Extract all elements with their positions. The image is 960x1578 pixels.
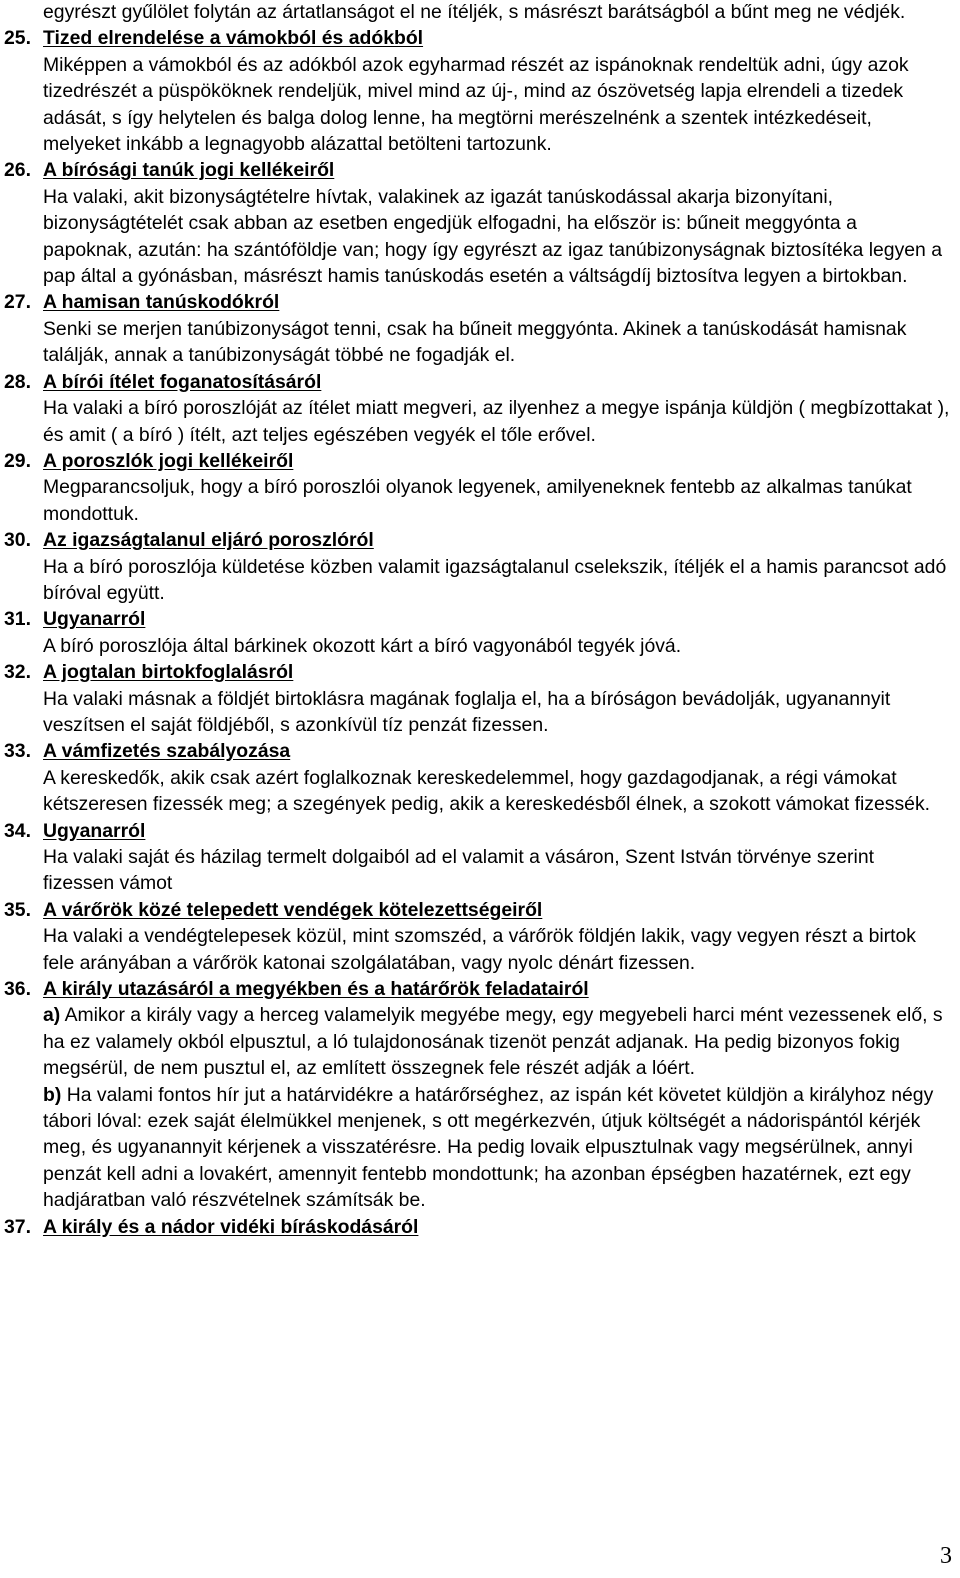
section-34 (0, 818, 960, 897)
section-body: Ha valaki saját és házilag termelt dolgaiból ad el valamit a vásáron, Szent István törvénye szerint fizessen vámot (43, 846, 874, 895)
section-title: A király utazásáról a megyékben és a határőrök feladatairól (43, 978, 589, 1001)
section-body: Ha valaki másnak a földjét birtoklásra magának foglalja el, ha a bíróságon bevádolják, ugyanannyit veszítsen el saját földjéből, s azonkívül tíz penzát fizessen. (43, 687, 891, 736)
section-number: 37. (4, 1215, 31, 1238)
section-title: A poroszlók jogi kellékeiről (43, 449, 294, 472)
section-title: Ugyanarról (43, 819, 146, 842)
section-title: A hamisan tanúskodókról (43, 291, 280, 314)
section-number: 31. (4, 608, 31, 631)
section-number: 28. (4, 370, 31, 393)
section-title: Ugyanarról (43, 608, 146, 631)
section-title: A jogtalan birtokfoglalásról (43, 661, 294, 684)
section-title: Az igazságtalanul eljáró poroszlóról (43, 529, 374, 552)
section-body: Ha valaki, akit bizonyságtételre hívtak, valakinek az igazát tanúskodással akarja bizonyítani, bizonyságtételét csak abban az esetben engedjük elfogadni, ha először is: bűneit meggyónta a papoknak, azután: ha szántóföldje van; hogy így egyrészt az igaz tanúbizonyságnak biztosítéka legyen a pap által a gyónásban, másrészt hamis tanúskodás esetén a váltságdíj biztosítva legyen a birtokban. (43, 185, 943, 288)
section-body: A kereskedők, akik csak azért foglalkoznak kereskedelemmel, hogy gazdagodjanak, a régi vámokat kétszeresen fizessék meg; a szegények pedig, akik a kereskedésből élnek, a szokott vámokat fizessék. (43, 766, 931, 816)
page-number: 3 (940, 1543, 952, 1569)
section-title: A bírósági tanúk jogi kellékeiről (43, 159, 335, 182)
section-body: Ha a bíró poroszlója küldetése közben valamit igazságtalanul cselekszik, ítéljék el a hamis parancsot adó bíróval együtt. (43, 555, 947, 604)
section-number: 35. (4, 898, 31, 921)
section-33 (0, 738, 960, 817)
section-body: Senki se merjen tanúbizonyságot tenni, csak ha bűneit meggyónta. Akinek a tanúskodását hamisnak találják, annak a tanúbizonyságát többé ne fogadják el. (43, 317, 907, 367)
section-number: 27. (4, 291, 31, 314)
section-number: 29. (4, 449, 31, 472)
section-title: A várőrök közé telepedett vendégek kötelezettségeiről (43, 898, 543, 921)
section-37 (0, 1214, 960, 1240)
section-25 (0, 25, 960, 157)
section-title: A király és a nádor vidéki bíráskodásáról (43, 1215, 419, 1238)
section-26 (0, 157, 960, 289)
section-number: 32. (4, 661, 31, 684)
section-30 (0, 527, 960, 606)
section-number: 26. (4, 159, 31, 182)
section-28 (0, 369, 960, 448)
section-body: Megparancsoljuk, hogy a bíró poroszlói olyanok legyenek, amilyeneknek fentebb az alkalmas tanúkat mondottuk. (43, 476, 912, 525)
section-body: Ha valaki a vendégtelepesek közül, mint szomszéd, a várőrök földjén lakik, vagy vegyen részt a birtok fele arányában a várőrök katonai szolgálatában, vagy nyolc dénárt fizessen. (43, 925, 917, 974)
section-body: Miképpen a vámokból és az adókból azok egyharmad részét az ispánoknak rendeltük adni, úgy azok tizedrészét a püspököknek rendeljük, mivel mind az új-, mind az ószövetség lapja elrendeli a tizedek adását, s így helytelen és balga dolog lenne, ha megtörni merészelnénk a szentek intézkedéseit, melyeket inkább a legnagyobb alázattal betölteni tartozunk. (43, 53, 909, 156)
section-35 (0, 897, 960, 976)
section-number: 34. (4, 819, 31, 842)
section-number: 33. (4, 740, 31, 763)
section-item-a (43, 1002, 950, 1081)
section-number: 30. (4, 529, 31, 552)
section-title: Tized elrendelése a vámokból és adókból (43, 27, 424, 50)
item-label: a) (43, 1004, 61, 1027)
section-number: 25. (4, 27, 31, 50)
section-item-b (43, 1082, 950, 1214)
section-body: Ha valaki a bíró poroszlóját az ítélet miatt megveri, az ilyenhez a megye ispánja küldjön ( megbízottakat ), és amit ( a bíró ) ítélt, azt teljes egészében vegyék el tőle erővel. (43, 397, 950, 446)
section-body: A bíró poroszlója által bárkinek okozott kárt a bíró vagyonából tegyék jóvá. (43, 634, 682, 657)
section-31 (0, 606, 960, 659)
section-32 (0, 659, 960, 738)
intro-paragraph: egyrészt gyűlölet folytán az ártatlanságot el ne ítéljék, s másrészt barátságból a bűnt meg ne védjék. (43, 1, 906, 23)
section-title: A bírói ítélet foganatosításáról (43, 370, 322, 393)
item-text: Amikor a király vagy a herceg valamelyik megyébe megy, egy megyebeli harci mént vezessenek elő, s ha ez valamely okból elpusztul, a ló tulajdonosának tizenöt penzát adjanak. Ha pedig bizonyos fokig megsérül, de nem pusztul el, az említett összegnek fele részét adják a lóért. (43, 1004, 943, 1080)
section-36 (0, 976, 960, 1214)
section-title: A vámfizetés szabályozása (43, 740, 291, 763)
item-label: b) (43, 1083, 62, 1106)
item-text: Ha valami fontos hír jut a határvidékre a határőrséghez, az ispán két követet küldjön a királyhoz négy tábori lóval: ezek saját élelmükkel menjenek, s ott megérkezvén, útjuk költségét a nádorispántól kérjék meg, és ugyanannyit kérjenek a visszatérésre. Ha pedig lovaik elpusztulnak vagy megsérülnek, annyi penzát kell adni a lovakért, amennyit fentebb mondottunk; ha azonban épségben hazatérnek, ezt egy hadjáratban való részvételnek számítsák be. (43, 1083, 934, 1212)
section-number: 36. (4, 978, 31, 1001)
section-27 (0, 289, 960, 368)
section-29 (0, 448, 960, 527)
